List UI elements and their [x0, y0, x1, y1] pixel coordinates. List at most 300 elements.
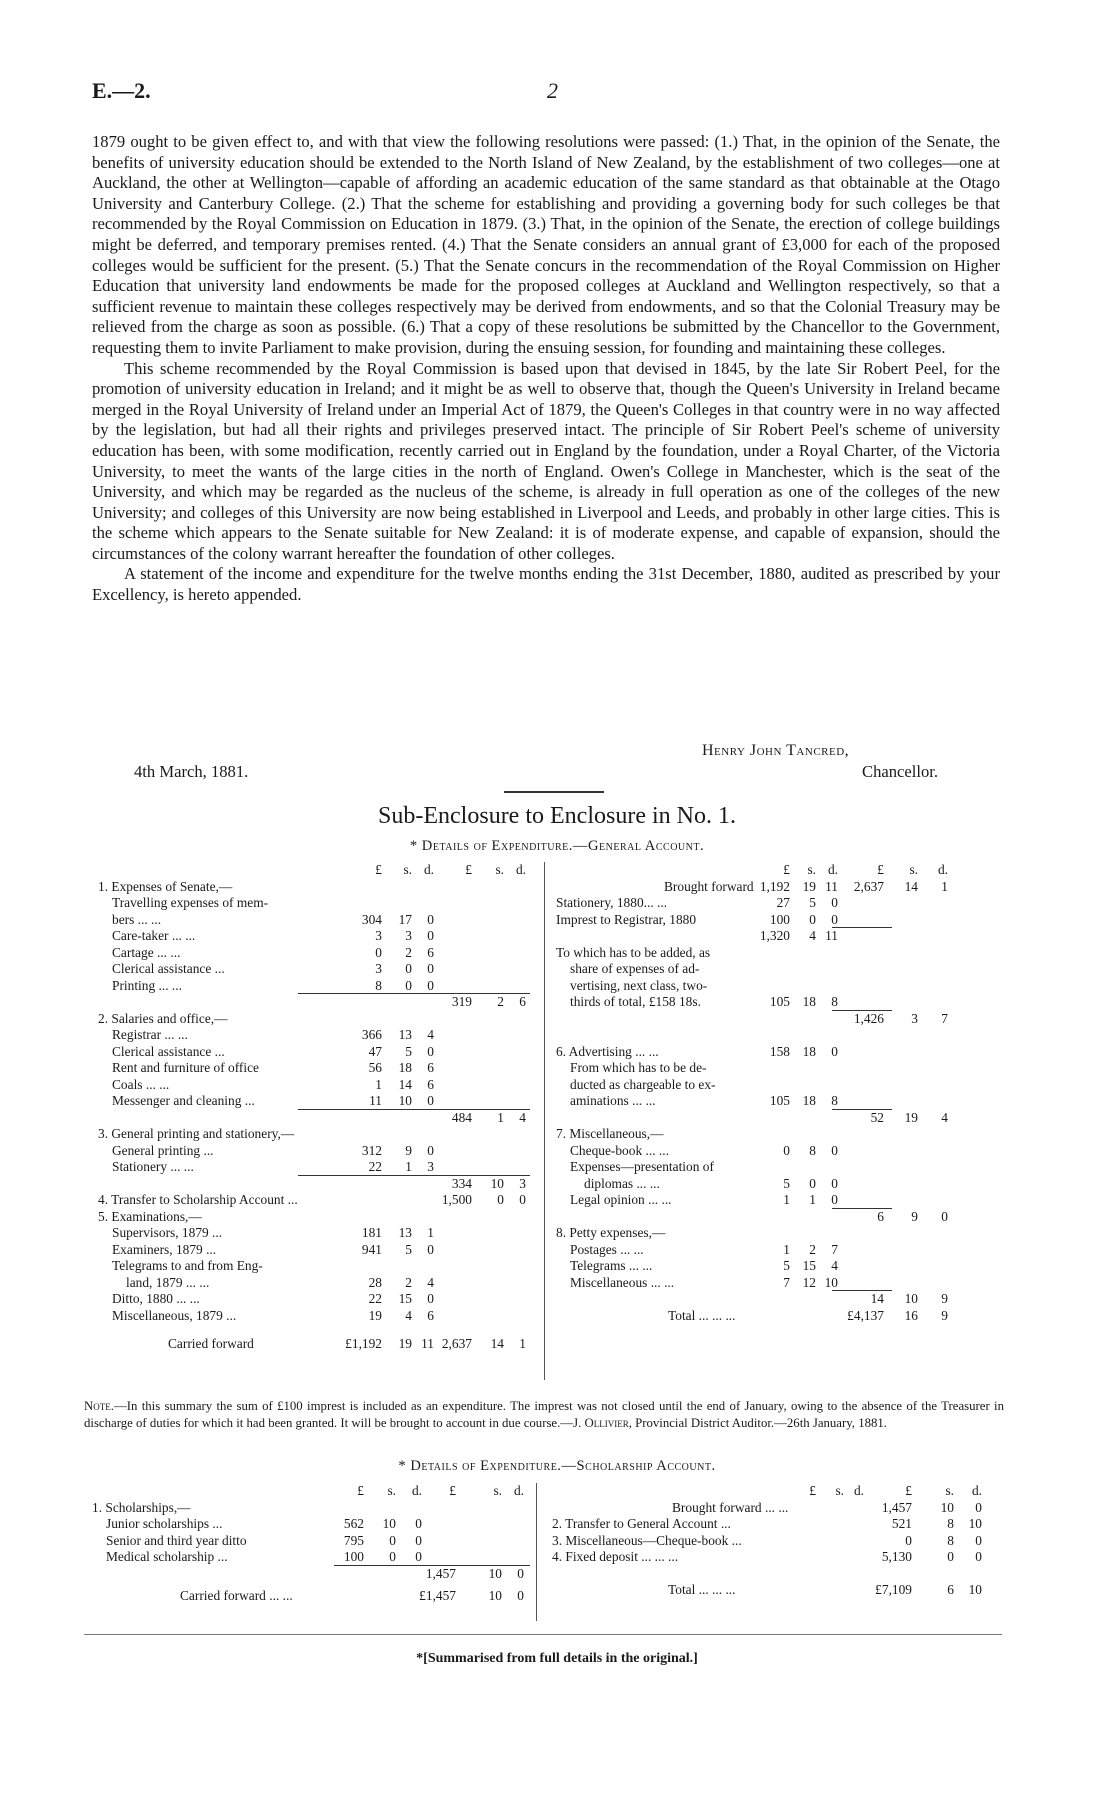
ledger-row [552, 1516, 994, 1533]
scholarship-account-title: * Details of Expenditure.—Scholarship Account. [398, 1458, 716, 1474]
amount-pence: 3 [427, 1159, 434, 1174]
amount-shillings: 14 [398, 1076, 412, 1092]
ledger-row [556, 1060, 994, 1077]
amount-pounds: 1 [783, 1192, 790, 1207]
amount-pounds: 1,457 [881, 1499, 912, 1515]
amount-pounds: 14 [870, 1291, 884, 1306]
amount-pounds: 1,426 [853, 1010, 884, 1026]
ledger-row [556, 1159, 994, 1176]
amount-pounds: 100 [343, 1549, 364, 1564]
amount-pounds: 795 [343, 1532, 364, 1548]
ledger-row [556, 1192, 994, 1209]
amount-shillings: 0 [809, 911, 816, 927]
ledger-row [98, 945, 530, 962]
body-text [92, 132, 1000, 606]
row-label: Cartage ... ... [112, 944, 181, 960]
page-number: 2 [547, 78, 558, 103]
ledger-row [98, 1225, 530, 1242]
ledger-row [98, 1258, 530, 1275]
amount-pounds: 19 [368, 1307, 382, 1323]
amount-pence: 1 [941, 878, 948, 894]
ledger-row [98, 1027, 530, 1044]
amount-pence: 4 [941, 1109, 948, 1125]
note-text: —In this summary the sum of £100 imprest is included as an expenditure. The imprest was not closed until the end of January, owing to the absence of the Treasurer in discharge of duties for which it had been granted. It will be brought to account in due course.— [84, 1399, 1004, 1430]
document-reference: E.—2. [92, 78, 151, 103]
total-label: Total ... ... ... [668, 1581, 736, 1597]
amount-shillings: 10 [940, 1499, 954, 1515]
ledger-row [556, 978, 994, 995]
ledger-row [556, 1093, 994, 1110]
section-divider [504, 791, 604, 793]
amount-pence: 6 [427, 1060, 434, 1075]
amount-pence: 0 [831, 1192, 838, 1207]
column-header: s. [909, 862, 918, 877]
amount-pence: 6 [427, 1076, 434, 1092]
ledger-row [556, 1044, 994, 1061]
amount-pounds: 8 [375, 977, 382, 993]
note-tail: Provincial District Auditor.—26th January, 1881. [631, 1415, 888, 1430]
amount-pounds: 1,192 [759, 878, 790, 894]
row-label: 2. Salaries and office,— [98, 1010, 228, 1026]
column-header: s. [835, 1483, 844, 1498]
amount-shillings: 3 [405, 928, 412, 943]
ledger-row [98, 912, 530, 929]
total-amount: 10 [968, 1581, 982, 1597]
total-amount: £1,192 [345, 1336, 382, 1351]
amount-shillings: 2 [497, 994, 504, 1009]
row-label: Postages ... ... [570, 1241, 644, 1257]
ledger-row [98, 1209, 530, 1226]
row-label: Clerical assistance ... [112, 1043, 225, 1059]
row-label: 1. Scholarships,— [92, 1499, 191, 1515]
row-label: 1. Expenses of Senate,— [98, 878, 233, 894]
ledger-row [556, 1209, 994, 1226]
amount-pence: 0 [427, 1142, 434, 1158]
total-amount: 0 [517, 1588, 524, 1603]
amount-pounds: 100 [769, 911, 790, 927]
amount-pence: 8 [831, 1093, 838, 1108]
amount-shillings: 19 [904, 1109, 918, 1125]
ledger-total-row [556, 1308, 994, 1325]
amount-pence: 9 [941, 1291, 948, 1306]
amount-shillings: 15 [398, 1291, 412, 1306]
amount-pounds: 22 [368, 1291, 382, 1306]
row-label: Medical scholarship ... [106, 1549, 228, 1564]
ledger-row [556, 1077, 994, 1094]
column-header: s. [387, 1483, 396, 1498]
amount-pence: 11 [825, 928, 838, 943]
amount-pence: 6 [519, 994, 526, 1009]
amount-pence: 0 [427, 928, 434, 943]
row-label: Supervisors, 1879 ... [112, 1225, 223, 1240]
row-label: Ditto, 1880 ... ... [112, 1291, 200, 1306]
amount-pounds: 5 [783, 1175, 790, 1191]
ledger-row [98, 994, 530, 1011]
row-label: Registrar ... ... [112, 1027, 188, 1042]
amount-shillings: 19 [802, 878, 816, 894]
ledger-row [98, 1275, 530, 1292]
amount-pence: 0 [831, 895, 838, 910]
amount-pence: 3 [519, 1175, 526, 1191]
amount-shillings: 18 [398, 1060, 412, 1075]
total-amount: 14 [490, 1336, 504, 1351]
amount-shillings: 18 [802, 1043, 816, 1059]
column-header: d. [971, 1483, 982, 1498]
amount-pence: 4 [519, 1109, 526, 1125]
row-label: Senior and third year ditto [106, 1532, 247, 1548]
column-divider [544, 862, 545, 1380]
amount-pence: 0 [975, 1549, 982, 1564]
amount-pence: 7 [941, 1010, 948, 1026]
amount-shillings: 1 [497, 1109, 504, 1125]
column-header: d. [411, 1483, 422, 1498]
ledger-row [556, 912, 994, 929]
row-label: Clerical assistance ... [112, 961, 225, 976]
ledger-row [98, 1126, 530, 1143]
total-amount: £4,137 [847, 1307, 884, 1323]
ledger-row [552, 1533, 994, 1550]
amount-shillings: 10 [398, 1093, 412, 1108]
row-label: General printing ... [112, 1142, 214, 1158]
ledger-row [98, 1308, 530, 1325]
amount-pence: 6 [427, 944, 434, 960]
amount-pounds: 304 [361, 911, 382, 927]
amount-pence: 0 [427, 977, 434, 993]
amount-shillings: 15 [802, 1258, 816, 1273]
column-header-row [92, 1483, 530, 1500]
ledger-row [98, 1242, 530, 1259]
amount-pence: 0 [427, 1093, 434, 1108]
ledger-row [92, 1516, 530, 1533]
row-label: vertising, next class, two- [570, 977, 708, 993]
amount-pence: 0 [831, 1175, 838, 1191]
column-header: £ [877, 862, 884, 877]
amount-pence: 11 [825, 878, 838, 894]
ledger-row [98, 961, 530, 978]
amount-pence: 0 [941, 1208, 948, 1224]
amount-pounds: 366 [361, 1027, 382, 1042]
ledger-row [556, 945, 994, 962]
ledger-row [556, 1275, 994, 1292]
amount-pence: 0 [975, 1532, 982, 1548]
row-label: ducted as chargeable to ex- [570, 1076, 716, 1092]
total-amount: 16 [904, 1307, 918, 1323]
amount-pounds: 562 [343, 1516, 364, 1531]
amount-shillings: 8 [809, 1142, 816, 1158]
amount-shillings: 0 [809, 1175, 816, 1191]
total-amount: 2,637 [441, 1336, 472, 1351]
amount-pounds: 334 [451, 1175, 472, 1191]
total-amount: 11 [421, 1336, 434, 1351]
row-label: Rent and furniture of office [112, 1060, 259, 1075]
signatory-title: Chancellor. [862, 762, 939, 781]
row-label: Legal opinion ... ... [570, 1192, 672, 1207]
column-header-row [552, 1483, 994, 1500]
ledger-row [556, 1225, 994, 1242]
total-label: Total ... ... ... [668, 1307, 736, 1323]
amount-pounds: 1,500 [441, 1192, 472, 1207]
amount-pence: 0 [427, 961, 434, 976]
amount-pounds: 47 [368, 1043, 382, 1059]
ledger-row [556, 1291, 994, 1308]
row-label: land, 1879 ... ... [126, 1274, 210, 1290]
row-label: Imprest to Registrar, 1880 [556, 911, 697, 927]
amount-pounds: 0 [375, 944, 382, 960]
ledger-row [556, 1027, 994, 1044]
column-header: £ [809, 1483, 816, 1498]
amount-pence: 0 [415, 1549, 422, 1564]
bottom-rule [84, 1634, 1002, 1635]
total-label: Carried forward ... ... [180, 1588, 293, 1603]
amount-pounds: 312 [361, 1142, 382, 1158]
ledger-row [556, 1258, 994, 1275]
ledger-row [98, 1143, 530, 1160]
amount-pence: 0 [415, 1532, 422, 1548]
amount-pence: 0 [519, 1192, 526, 1207]
amount-pence: 10 [824, 1274, 838, 1290]
column-header: d. [515, 862, 526, 877]
row-label: bers ... ... [112, 911, 162, 927]
ledger-row [98, 879, 530, 896]
ledger-row [98, 1011, 530, 1028]
amount-pounds: 22 [368, 1159, 382, 1174]
amount-shillings: 3 [911, 1010, 918, 1026]
row-label: 4. Fixed deposit ... ... ... [552, 1549, 679, 1564]
column-header: £ [465, 862, 472, 877]
column-header: s. [403, 862, 412, 877]
ledger-row [98, 1291, 530, 1308]
amount-pounds: 3 [375, 928, 382, 943]
row-label: 8. Petty expenses,— [556, 1225, 666, 1240]
ledger-row [556, 1143, 994, 1160]
row-label: From which has to be de- [570, 1060, 707, 1075]
amount-pounds: 2,637 [853, 878, 884, 894]
paragraph: 1879 ought to be given effect to, and with that view the following resolutions were passed: (1.) That, in the opinion of the Senate, the benefits of university education should be extended to the North Island of New Zealand, by the establishment of two colleges—one at Auckland, the other at Wellington—capable of affording an academic education of the same standard as that obtainable at the Otago University and Canterbury College. (2.) That the scheme for establishing and providing a governing body for such colleges be that recommended by the Royal Commission on Education in 1879. (3.) That, in the opinion of the Senate, the erection of college buildings might be deferred, and temporary premises rented. (4.) That the Senate considers an annual grant of £3,000 for each of the proposed colleges would be sufficient for the present. (5.) That the Senate concurs in the recommendation of the Royal Commission on Higher Education that university land endowments be made for the proposed colleges at Auckland and Wellington respectively, so that a sufficient revenue to maintain these colleges respectively may be derived from endowments, and so that the Colonial Treasury may be relieved from the charge as soon as possible. (6.) That a copy of these resolutions be submitted by the Chancellor to the Government, requesting them to invite Parliament to make provision, during the ensuing session, for founding and maintaining these colleges. [92, 132, 1000, 357]
amount-shillings: 9 [405, 1142, 412, 1158]
row-label: 3. General printing and stationery,— [98, 1126, 295, 1141]
row-label: Brought forward [664, 878, 754, 894]
ledger-row [556, 1126, 994, 1143]
amount-pence: 7 [831, 1241, 838, 1257]
column-header-row [98, 862, 530, 879]
amount-pence: 0 [831, 1043, 838, 1059]
ledger-total-row [98, 1336, 530, 1353]
amount-pounds: 7 [783, 1274, 790, 1290]
ledger-row [556, 928, 994, 945]
column-header-row [556, 862, 994, 879]
amount-pounds: 5,130 [881, 1549, 912, 1564]
amount-shillings: 5 [405, 1241, 412, 1257]
amount-pence: 4 [427, 1027, 434, 1042]
ledger-row [98, 1044, 530, 1061]
page-header [92, 78, 1022, 108]
amount-pence: 0 [415, 1516, 422, 1531]
ledger-row [98, 1176, 530, 1193]
ledger-row [98, 1077, 530, 1094]
paragraph: A statement of the income and expenditure for the twelve months ending the 31st December, 1880, audited as prescribed by your Excellency, is hereto appended. [92, 564, 1000, 605]
amount-pounds: 11 [369, 1093, 382, 1108]
ledger-row [556, 1242, 994, 1259]
ledger-row [98, 1093, 530, 1110]
amount-shillings: 8 [947, 1516, 954, 1531]
amount-pounds: 52 [870, 1109, 884, 1125]
row-label: Miscellaneous ... ... [570, 1274, 675, 1290]
letter-date: 4th March, 1881. [134, 762, 249, 781]
column-header: d. [827, 862, 838, 877]
row-label: 6. Advertising ... ... [556, 1043, 659, 1059]
row-label: Messenger and cleaning ... [112, 1093, 255, 1108]
amount-pounds: 1 [375, 1076, 382, 1092]
ledger-row [92, 1566, 530, 1583]
row-label: Care-taker ... ... [112, 928, 196, 943]
amount-pounds: 484 [451, 1109, 472, 1125]
row-label: 2. Transfer to General Account ... [552, 1516, 731, 1531]
amount-pence: 8 [831, 994, 838, 1009]
row-label: Cheque-book ... ... [570, 1142, 669, 1158]
amount-shillings: 1 [809, 1192, 816, 1207]
amount-pounds: 105 [769, 994, 790, 1009]
amount-pence: 10 [968, 1516, 982, 1531]
summary-footnote: *[Summarised from full details in the original.] [416, 1651, 698, 1666]
row-label: 7. Miscellaneous,— [556, 1126, 664, 1141]
general-account-title: * Details of Expenditure.—General Account. [409, 838, 705, 854]
amount-shillings: 0 [947, 1549, 954, 1564]
amount-pence: 0 [427, 1291, 434, 1306]
amount-shillings: 8 [947, 1532, 954, 1548]
ledger-total-row [552, 1582, 994, 1599]
row-label: Examiners, 1879 ... [112, 1241, 217, 1257]
row-label: 3. Miscellaneous—Cheque-book ... [552, 1532, 742, 1548]
amount-pounds: 319 [451, 994, 472, 1009]
total-amount: £7,109 [875, 1581, 912, 1597]
ledger-row [556, 1176, 994, 1193]
amount-pence: 0 [975, 1499, 982, 1515]
ledger-row [98, 1159, 530, 1176]
amount-pence: 1 [427, 1225, 434, 1240]
amount-shillings: 1 [405, 1159, 412, 1174]
total-amount: 6 [947, 1581, 954, 1597]
row-label: thirds of total, £158 18s. [570, 994, 701, 1009]
row-label: 5. Examinations,— [98, 1208, 202, 1224]
amount-shillings: 17 [398, 911, 412, 927]
amount-pounds: 27 [776, 895, 790, 910]
amount-pounds: 0 [783, 1142, 790, 1158]
row-label: Travelling expenses of mem- [112, 895, 269, 910]
paragraph: This scheme recommended by the Royal Commission is based upon that devised in 1845, by the late Sir Robert Peel, for the promotion of university education in Ireland; and it might be as well to observe that, though the Queen's University in Ireland became merged in the Royal University of Ireland under an Imperial Act of 1879, the Queen's Colleges in that country were in no way affected by the legislation, but had all their rights and privileges preserved intact. The principle of Sir Robert Peel's scheme of university education has been, with some modification, recently carried out in England by the foundation, under a Royal Charter, of the Victoria University, to meet the wants of the large cities in the north of England. Owen's College in Manchester, which is the seat of the University, and which may be regarded as the nucleus of the scheme, is already in full operation as one of the colleges of the new University; and colleges of this University are now being established in Liverpool and Leeds, and probably in other large cities. This is the scheme which appears to the Senate suitable for New Zealand: it is of moderate expense, and capable of expansion, should the circumstances of the colony warrant hereafter the foundation of other colleges. [92, 358, 1000, 563]
column-divider [536, 1483, 537, 1621]
note-lead: Note. [84, 1399, 114, 1413]
amount-pounds: 158 [769, 1043, 790, 1059]
row-label: Miscellaneous, 1879 ... [112, 1307, 237, 1323]
row-label: Stationery ... ... [112, 1159, 194, 1174]
row-label: Junior scholarships ... [106, 1516, 223, 1531]
auditor-note [84, 1398, 1004, 1431]
ledger-row [552, 1500, 994, 1517]
amount-pence: 0 [427, 1043, 434, 1059]
column-header: s. [495, 862, 504, 877]
amount-pounds: 28 [368, 1274, 382, 1290]
ledger-row [556, 1011, 994, 1028]
amount-shillings: 0 [389, 1549, 396, 1564]
total-amount: 19 [398, 1336, 412, 1351]
ledger-row [98, 1192, 530, 1209]
amount-shillings: 0 [405, 977, 412, 993]
row-label: diplomas ... ... [584, 1175, 660, 1191]
ledger-row [552, 1549, 994, 1566]
total-amount: 9 [941, 1307, 948, 1323]
total-amount: 10 [488, 1588, 502, 1603]
amount-shillings: 2 [405, 1274, 412, 1290]
amount-pence: 4 [427, 1274, 434, 1290]
column-header: d. [853, 1483, 864, 1498]
column-header: £ [783, 862, 790, 877]
ledger-row [556, 895, 994, 912]
row-label: Coals ... ... [112, 1076, 170, 1092]
ledger-row [92, 1549, 530, 1566]
column-header: s. [945, 1483, 954, 1498]
amount-pence: 0 [517, 1565, 524, 1581]
amount-shillings: 10 [382, 1516, 396, 1531]
amount-shillings: 10 [490, 1175, 504, 1191]
amount-shillings: 13 [398, 1225, 412, 1240]
amount-pounds: 56 [368, 1060, 382, 1075]
signatory-name: Henry John Tancred, [702, 742, 850, 759]
ledger-row [98, 1060, 530, 1077]
ledger-row [556, 1110, 994, 1127]
amount-pounds: 1,457 [425, 1565, 456, 1581]
column-header: £ [375, 862, 382, 877]
amount-shillings: 10 [488, 1565, 502, 1581]
ledger-row [98, 928, 530, 945]
amount-shillings: 4 [809, 928, 816, 943]
row-label: aminations ... ... [570, 1093, 656, 1108]
amount-pounds: 1 [783, 1241, 790, 1257]
amount-pence: 0 [831, 911, 838, 927]
amount-shillings: 18 [802, 994, 816, 1009]
amount-pounds: 1,320 [759, 928, 790, 943]
amount-pounds: 521 [891, 1516, 912, 1531]
amount-pounds: 941 [361, 1241, 382, 1257]
amount-shillings: 9 [911, 1208, 918, 1224]
amount-shillings: 2 [809, 1241, 816, 1257]
row-label: Printing ... ... [112, 977, 182, 993]
amount-pence: 0 [427, 911, 434, 927]
amount-pounds: 0 [905, 1532, 912, 1548]
row-label: Stationery, 1880... ... [556, 895, 668, 910]
column-header: £ [357, 1483, 364, 1498]
row-label: Telegrams to and from Eng- [112, 1258, 263, 1273]
ledger-total-row [92, 1588, 530, 1605]
row-label: 4. Transfer to Scholarship Account ... [98, 1192, 298, 1207]
column-header: d. [937, 862, 948, 877]
column-header: s. [807, 862, 816, 877]
total-amount: £1,457 [419, 1588, 456, 1603]
column-header: d. [513, 1483, 524, 1498]
amount-pence: 0 [831, 1142, 838, 1158]
ledger-row [92, 1500, 530, 1517]
amount-pence: 0 [427, 1241, 434, 1257]
amount-shillings: 0 [497, 1192, 504, 1207]
column-header: £ [905, 1483, 912, 1498]
sub-enclosure-title: Sub-Enclosure to Enclosure in No. 1. [378, 803, 736, 829]
row-label: Telegrams ... ... [570, 1258, 653, 1273]
amount-pence: 6 [427, 1307, 434, 1323]
amount-pence: 4 [831, 1258, 838, 1273]
ledger-row [98, 978, 530, 995]
column-header: d. [423, 862, 434, 877]
amount-shillings: 12 [802, 1274, 816, 1290]
total-amount: 1 [519, 1336, 526, 1351]
